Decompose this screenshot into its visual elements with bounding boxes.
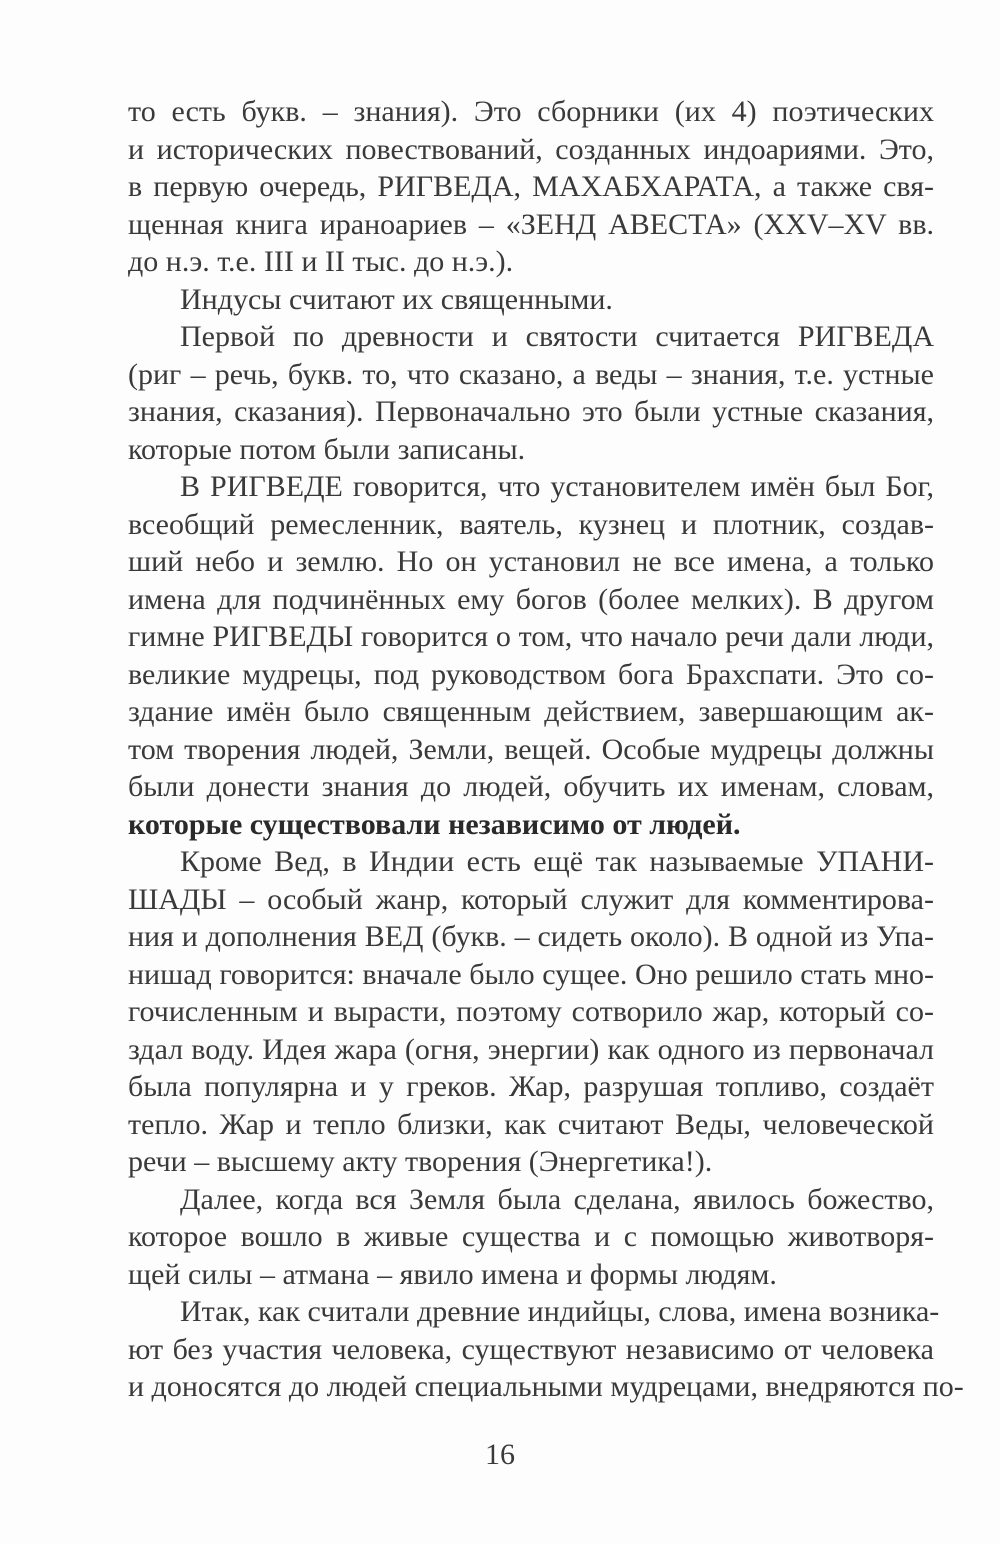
text-line: Кроме Вед, в Индии есть ещё так называемые УПАНИ-: [180, 845, 934, 878]
text-line: Итак, как считали древние индийцы, слова, имена возника-: [180, 1295, 940, 1328]
body-text: [128, 93, 964, 1406]
text-line: и исторических повествований, созданных индоариями. Это,: [128, 132, 934, 166]
text-line: в первую очередь, РИГВЕДА, МАХАБХАРАТА, а также свя-: [128, 170, 934, 203]
text-line: В РИГВЕДЕ говорится, что установителем имён был Бог,: [180, 470, 934, 503]
text-line: которые потом были записаны.: [128, 432, 526, 466]
paragraph-6: [128, 1181, 934, 1294]
text-line: были донести знания до людей, обучить их именам, словам,: [128, 770, 934, 803]
text-line: ШАДЫ – особый жанр, который служит для комментирова-: [128, 882, 934, 916]
text-line: была популярна и у греков. Жар, разрушая топливо, создаёт: [128, 1070, 934, 1103]
text-line: Индусы считают их священными.: [180, 282, 613, 316]
text-line: Первой по древности и святости считается РИГВЕДА: [180, 320, 934, 353]
text-line: нишад говорится: вначале было сущее. Оно решило стать мно-: [128, 957, 934, 991]
text-line: всеобщий ремесленник, ваятель, кузнец и плотник, создав-: [128, 507, 934, 541]
text-line: имена для подчинённых ему богов (более мелких). В другом: [128, 582, 934, 616]
text-line: гочисленным и вырасти, поэтому сотворило жар, который со-: [128, 995, 934, 1028]
text-line: здал воду. Идея жара (огня, энергии) как одного из первоначал: [128, 1032, 934, 1066]
page-number: 16: [485, 1438, 515, 1471]
text-line: до н.э. т.е. III и II тыс. до н.э.).: [128, 245, 514, 278]
text-line: знания, сказания). Первоначально это были устные сказания,: [128, 395, 934, 428]
bold-text-line: которые существовали независимо от людей.: [128, 807, 741, 841]
paragraph-2: [128, 281, 934, 319]
text-line: ший небо и землю. Но он установил не все имена, а только: [128, 545, 934, 578]
paragraph-5: [128, 843, 934, 1181]
text-line: ния и дополнения ВЕД (букв. – сидеть около). В одной из Упа-: [128, 920, 934, 953]
text-line: то есть букв. – знания). Это сборники (их 4) поэтических: [128, 95, 934, 128]
text-line: здание имён было священным действием, завершающим ак-: [128, 695, 934, 728]
text-line: Далее, когда вся Земля была сделана, явилось божество,: [180, 1182, 934, 1216]
text-line: том творения людей, Земли, вещей. Особые мудрецы должны: [128, 732, 934, 766]
text-line: щей силы – атмана – явило имена и формы людям.: [128, 1257, 777, 1291]
text-line: великие мудрецы, под руководством бога Брахспати. Это со-: [128, 657, 934, 691]
text-line: ют без участия человека, существуют независимо от человека: [128, 1332, 934, 1366]
paragraph-3: [128, 318, 934, 468]
text-line: тепло. Жар и тепло близки, как считают Веды, человеческой: [128, 1107, 934, 1141]
text-line: и доносятся до людей специальными мудрецами, внедряются по-: [128, 1370, 964, 1403]
text-line: щенная книга ираноариев – «ЗЕНД АВЕСТА» (XXV–XV вв.: [128, 207, 934, 241]
paragraph-4: [128, 468, 934, 843]
text-line: которое вошло в живые существа и с помощью животворя-: [128, 1220, 934, 1253]
text-line: речи – высшему акту творения (Энергетика!).: [128, 1145, 713, 1178]
paragraph-1: [128, 93, 934, 281]
paragraph-7: [128, 1293, 964, 1406]
text-line: гимне РИГВЕДЫ говорится о том, что начало речи дали люди,: [128, 620, 934, 653]
text-line: (риг – речь, букв. то, что сказано, а веды – знания, т.е. устные: [128, 357, 934, 391]
